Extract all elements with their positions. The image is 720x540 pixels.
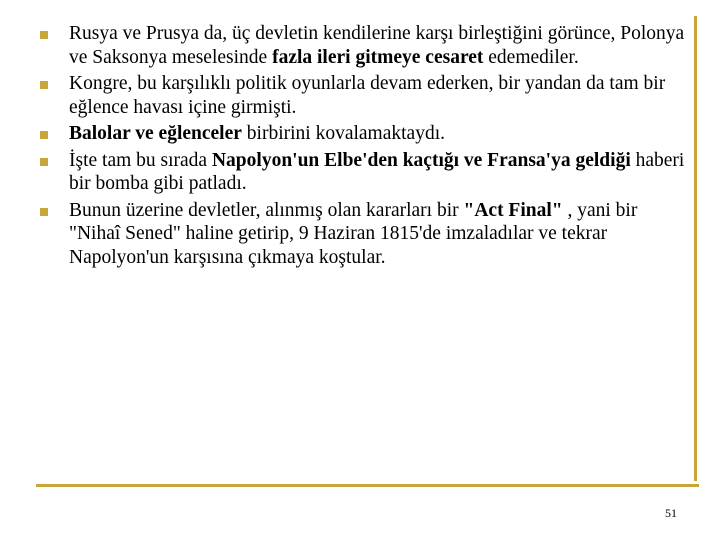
text-run: Bunun üzerine devletler, alınmış olan kararları bir <box>69 199 464 221</box>
bullet-text <box>69 123 445 144</box>
bullet-item <box>36 72 686 119</box>
horizontal-rule <box>36 484 699 487</box>
bold-phrase: Napolyon'un Elbe'den kaçtığı ve Fransa'ya geldiği <box>211 149 631 171</box>
square-bullet-icon <box>40 131 48 139</box>
square-bullet-icon <box>40 208 48 216</box>
bold-phrase: Balolar ve eğlenceler <box>69 123 242 144</box>
text-run: , yani bir "Nihaî Sened" haline getirip, 9 Haziran 1815'de imzaladılar ve tekrar Napolyon'un karşısına çıkmaya koştular. <box>69 199 638 268</box>
text-run: birbirini kovalamaktaydı. <box>241 123 445 144</box>
bullet-list <box>36 22 686 272</box>
bold-phrase: fazla ileri gitmeye cesaret <box>272 46 484 68</box>
page-number: 51 <box>665 506 677 520</box>
bold-phrase: "Act Final" <box>463 199 563 221</box>
bullet-text <box>69 150 684 195</box>
text-run: haberi bir bomba gibi patladı. <box>69 149 685 194</box>
square-bullet-icon <box>40 31 48 39</box>
text-run: Rusya ve Prusya da, üç devletin kendilerine karşı birleştiğini görünce, Polonya ve Saksonya meselesinde <box>69 23 685 68</box>
bullet-text <box>69 23 684 68</box>
bullet-text <box>69 200 637 268</box>
square-bullet-icon <box>40 81 48 89</box>
bullet-text <box>69 73 665 118</box>
text-run: Kongre, bu karşılıklı politik oyunlarla devam ederken, bir yandan da tam bir eğlence havası içine girmişti. <box>69 73 666 118</box>
bullet-item <box>36 149 686 196</box>
square-bullet-icon <box>40 158 48 166</box>
text-run: İşte tam bu sırada <box>69 149 212 171</box>
bullet-item <box>36 22 686 69</box>
text-run: edemediler. <box>483 46 579 68</box>
bullet-item <box>36 122 686 146</box>
bullet-item <box>36 199 686 270</box>
vertical-rule <box>694 16 697 481</box>
